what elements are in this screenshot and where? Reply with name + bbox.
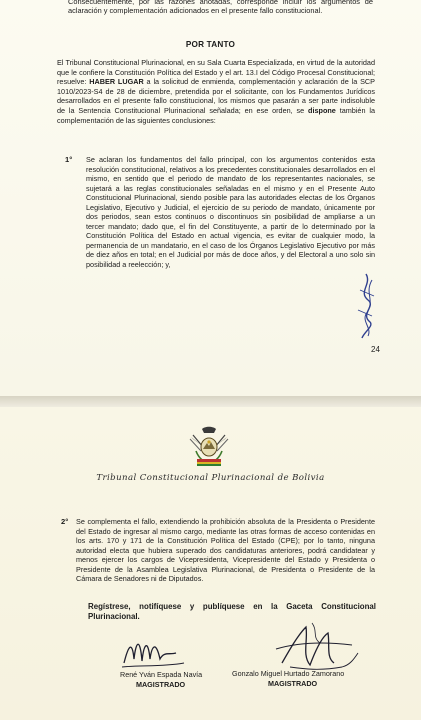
haber-lugar-bold: HABER LUGAR	[89, 77, 144, 87]
por-tanto-heading: POR TANTO	[185, 40, 236, 49]
item-text: Se complementa el fallo, extendiendo la prohibición absoluta de la Presidenta o Presidente del Estado de ingresar al mismo cargo, mediante las otras formas de acceso contenidas en los arts. 170 y 171 de la Constitución Política del Estado (CPE); por lo tanto, ninguna autoridad electa que hubiera superado dos candidaturas anteriores, podrá candidatear y menos ejercer los cargos de Vicepresidenta, Vicepresidente del Estado y Presidenta o Presidente de la Asamblea Legislativa Plurinacional, de Presidenta o Presidente de la Cámara de Senadores ni de Diputados.	[76, 517, 375, 583]
item-text: Se aclaran los fundamentos del fallo principal, con los argumentos contenidos esta resolución constitucional, relativos a los precedentes constitucionales desarrollados en el mismo, en sentido que el periodo de mandato de los representantes nacionales, se sujetará a las reglas constitucionales señaladas en el mismo y en el Presente Auto Constitucional Plurinacional, siendo posible para las autoridades electas de los Órganos Legislativo, Ejecutivo y Judicial, el ejercicio de su periodo de mandato, únicamente por dos periodos, sean estos continuos o discontinuos sin posibilidad de ampliarse a un tercer mandato; dado que, el fin del Constituyente, a partir de lo determinado por la Constitución Política del Estado en actual vigencia, es evitar de cualquier modo, la permanencia de un mandatario, en el caso de los Órganos Legislativo Ejecutivo por más de diez años en total; en el Judicial por más de doce años, y del Electoral a uno solo sin posibilidad a reelección; y,	[86, 155, 375, 269]
dispone-bold: dispone	[308, 105, 336, 115]
page-separator	[0, 396, 421, 407]
signature-hurtado-icon	[272, 619, 362, 675]
signatory-title-2: MAGISTRADO	[268, 679, 318, 688]
resolution-text-1: El Tribunal Constitucional Plurinacional, en su Sala Cuarta Especializada, en virtud de la autoridad que le confiere la Constitución Política del Estado y el art. 13.I del Código Procesal Constitucional; resuelve:	[57, 58, 375, 87]
margin-signature-icon	[352, 270, 382, 340]
signatory-title-1: MAGISTRADO	[136, 680, 186, 689]
resolution-text-2: a la solicitud de enmienda, complementación y aclaración de la SCP 1010/2023-S4 de 28 de diciembre, pretendida por el solicitante, con los Fundamentos Jurídicos desarrollados en el presente fallo constitucional, los mismos que pasarán a ser parte indisoluble de la Sentencia Constitucional Plurinacional señalada; en ese orden, se	[57, 77, 375, 115]
resolution-text-3: también la complementación de las siguientes conclusiones:	[57, 105, 376, 125]
document-page-25	[0, 407, 421, 720]
bolivia-coat-of-arms-icon	[187, 425, 231, 469]
item-number: 1°	[65, 155, 73, 164]
signature-espada-icon	[118, 629, 198, 671]
continuation-paragraph: Consecuentemente, por las razones anotadas, corresponde incluir los argumentos de aclaración y complementación adicionados en el presente fallo constitucional.	[68, 0, 373, 16]
register-notice: Regístrese, notifíquese y publíquese en la Gaceta Constitucional Plurinacional.	[88, 602, 376, 622]
signatory-name-1: René Yván Espada Navía	[120, 670, 203, 679]
item-number: 2°	[61, 517, 69, 526]
page-number: 24	[371, 345, 380, 354]
resolution-paragraph	[57, 58, 375, 125]
signatory-name-2: Gonzalo Miguel Hurtado Zamorano	[232, 669, 345, 678]
tribunal-letterhead: Tribunal Constitucional Plurinacional de Bolivia	[96, 473, 325, 483]
